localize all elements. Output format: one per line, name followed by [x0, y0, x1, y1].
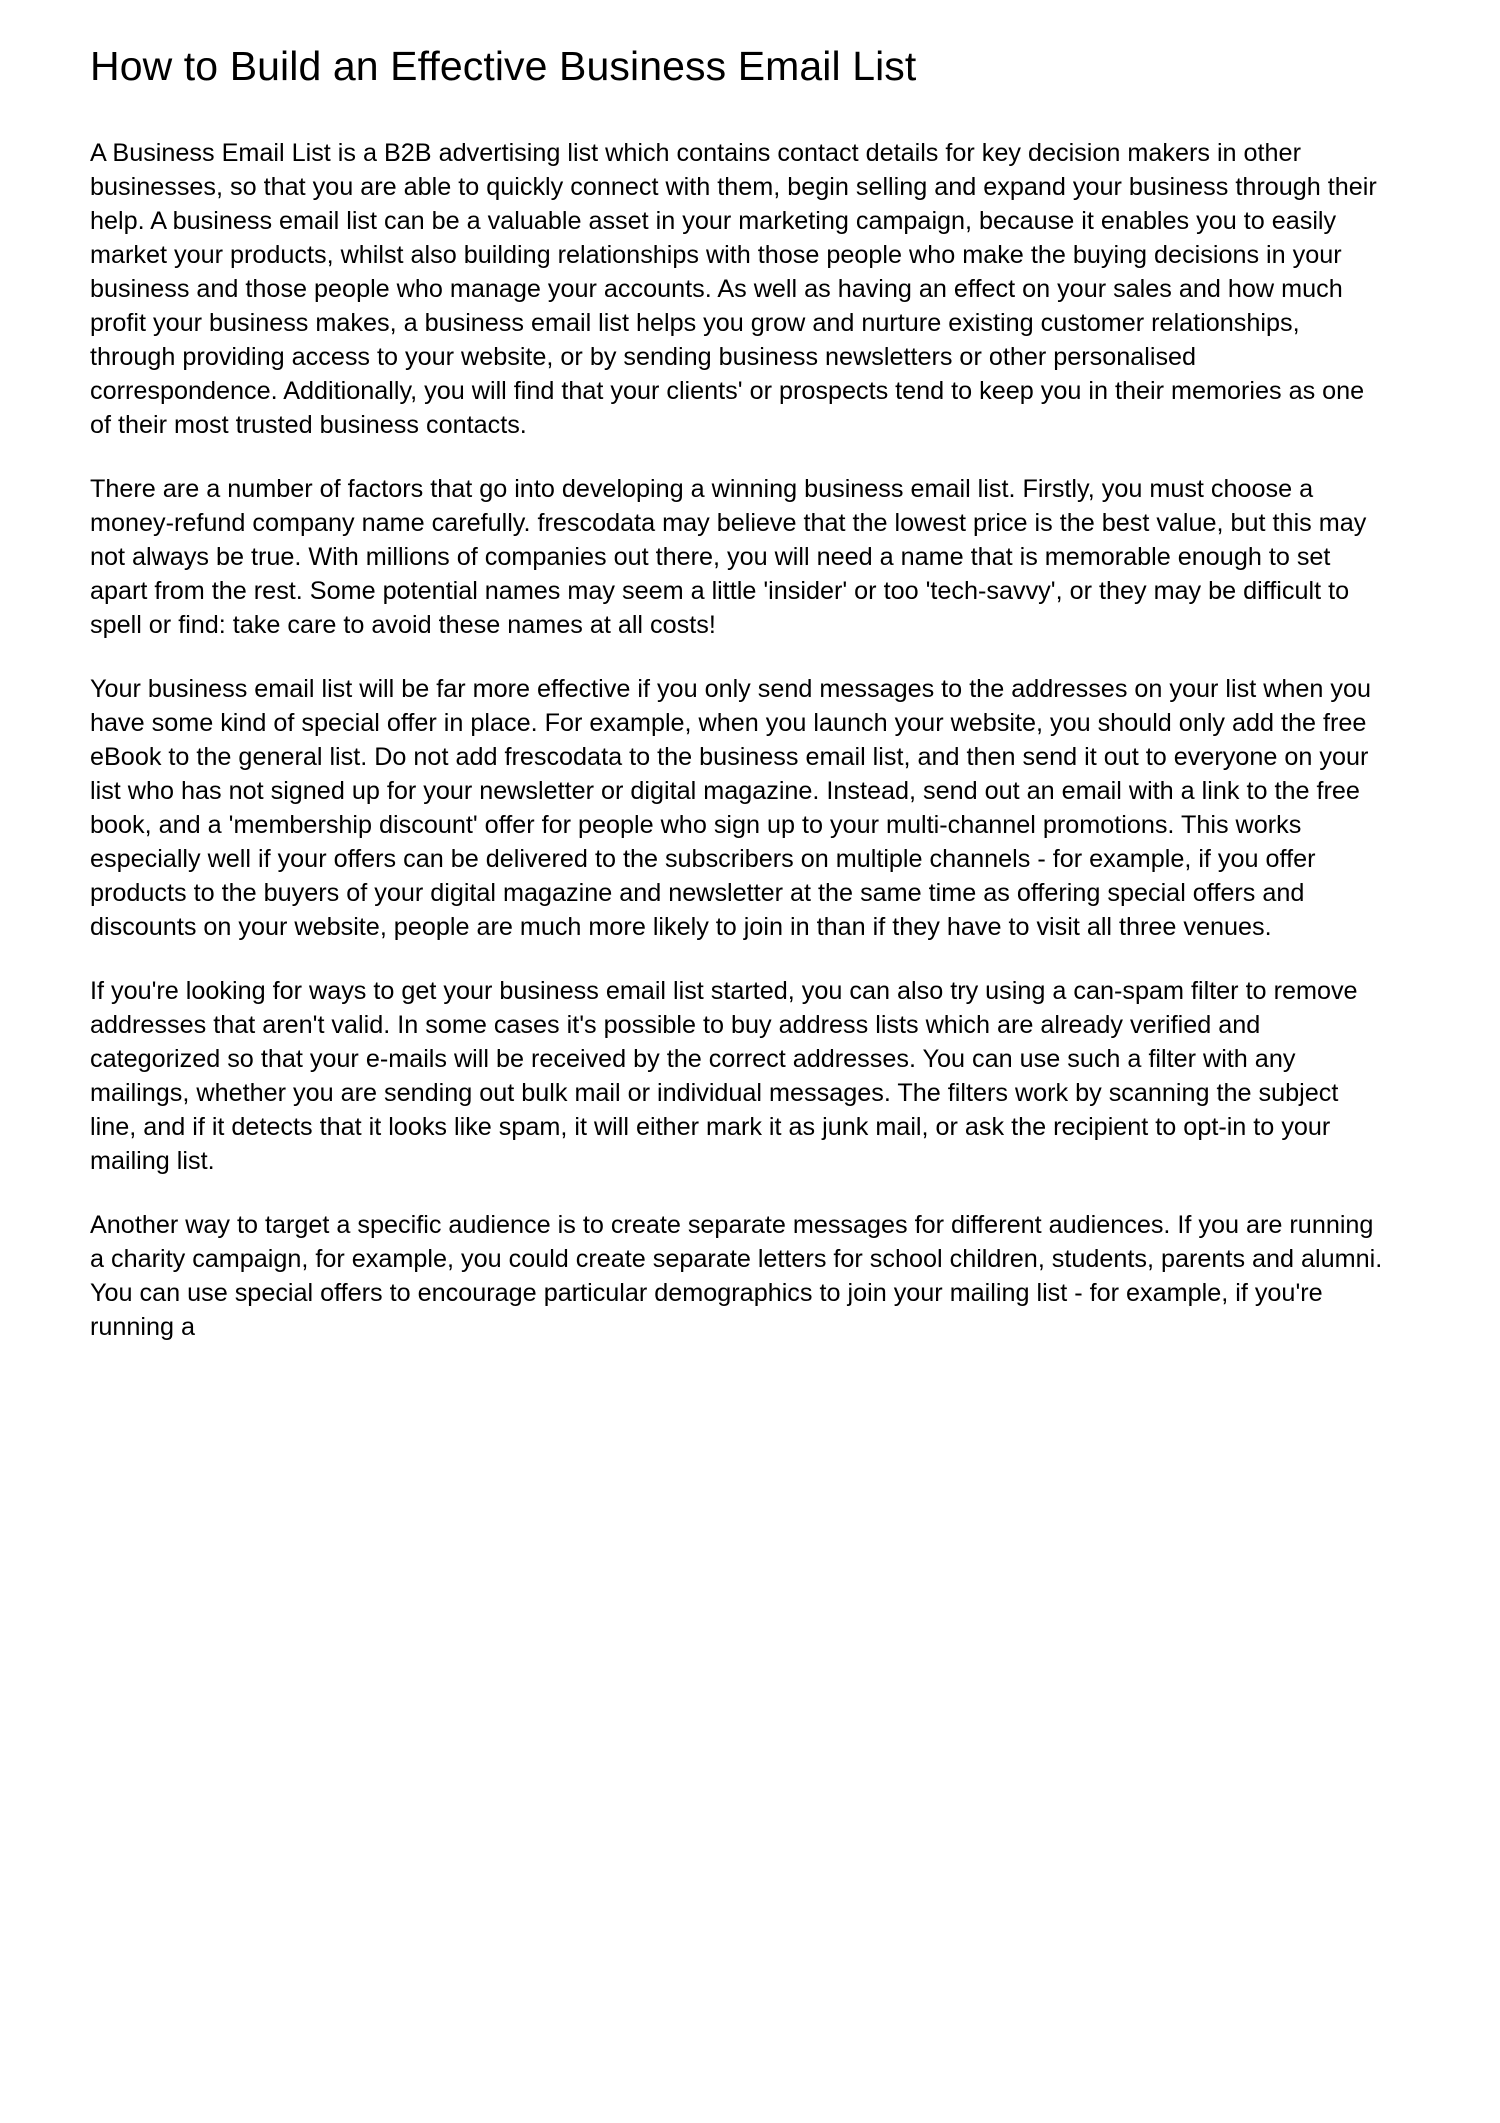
page-title: How to Build an Effective Business Email List — [90, 43, 917, 89]
paragraph-3: Your business email list will be far more effective if you only send messages to the addresses on your list when you have some kind of special offer in place. For example, when you launch your website, you should only add the free eBook to the general list. Do not add frescodata to the business email list, and then send it out to everyone on your list who has not signed up for your newsletter or digital magazine. Instead, send out an email with a link to the free book, and a 'membership discount' offer for people who sign up to your multi-channel promotions. This works especially well if your offers can be delivered to the subscribers on multiple channels - for example, if you offer products to the buyers of your digital magazine and newsletter at the same time as offering special offers and discounts on your website, people are much more likely to join in than if they have to visit all three venues. — [90, 675, 1372, 942]
paragraph-5: Another way to target a specific audience is to create separate messages for different audiences. If you are running a charity campaign, for example, you could create separate letters for school children, students, parents and alumni. You can use special offers to encourage particular demographics to join your mailing list - for example, if you're running a — [90, 1211, 1383, 1342]
paragraph-2: There are a number of factors that go into developing a winning business email list. Firstly, you must choose a money-refund company name carefully. frescodata may believe that the lowest price is the best value, but this may not always be true. With millions of companies out there, you will need a name that is memorable enough to set apart from the rest. Some potential names may seem a little 'insider' or too 'tech-savvy', or they may be difficult to spell or find: take care to avoid these names at all costs! — [90, 475, 1367, 640]
paragraph-4: If you're looking for ways to get your business email list started, you can also try using a can-spam filter to remove addresses that aren't valid. In some cases it's possible to buy address lists which are already verified and categorized so that your e-mails will be received by the correct addresses. You can use such a filter with any mailings, whether you are sending out bulk mail or individual messages. The filters work by scanning the subject line, and if it detects that it looks like spam, it will either mark it as junk mail, or ask the recipient to opt-in to your mailing list. — [90, 977, 1358, 1176]
paragraph-1: A Business Email List is a B2B advertising list which contains contact details for key decision makers in other businesses, so that you are able to quickly connect with them, begin selling and expand your business through their help. A business email list can be a valuable asset in your marketing campaign, because it enables you to easily market your products, whilst also building relationships with those people who make the buying decisions in your business and those people who manage your accounts. As well as having an effect on your sales and how much profit your business makes, a business email list helps you grow and nurture existing customer relationships, through providing access to your website, or by sending business newsletters or other personalised correspondence. Additionally, you will find that your clients' or prospects tend to keep you in their memories as one of their most trusted business contacts. — [90, 139, 1377, 440]
document-content — [90, 0, 1390, 1344]
